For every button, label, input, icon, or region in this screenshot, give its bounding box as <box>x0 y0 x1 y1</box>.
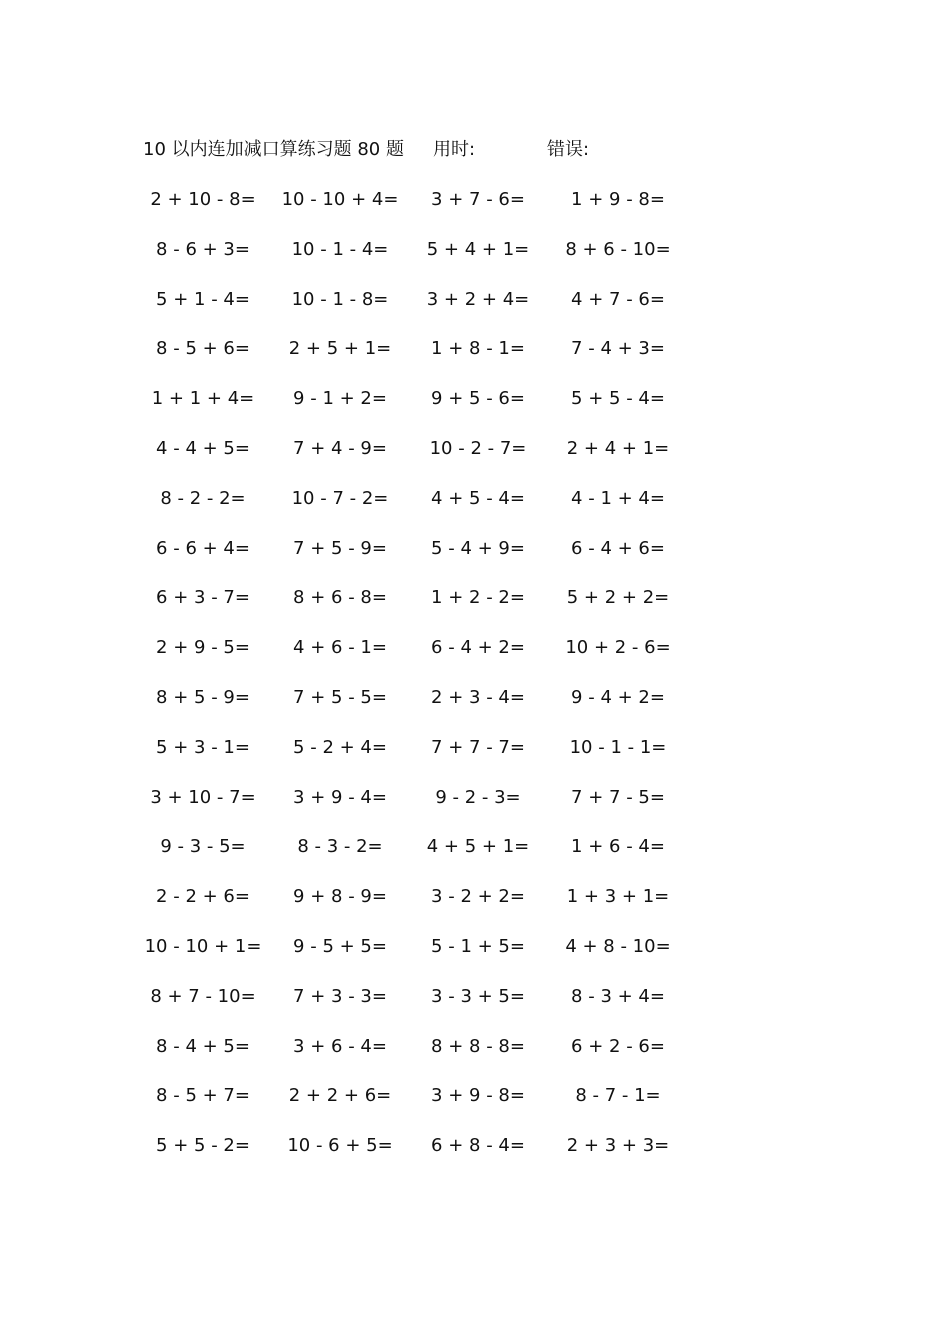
problem-cell: 8 - 3 - 2= <box>297 836 383 858</box>
problem-cell: 8 - 5 + 7= <box>156 1085 250 1107</box>
problem-cell: 8 - 6 + 3= <box>156 238 250 260</box>
problem-cell: 2 + 10 - 8= <box>150 189 256 210</box>
problem-cell: 4 + 6 - 1= <box>293 637 387 659</box>
problem-row <box>140 186 700 236</box>
problem-cell: 8 + 6 - 8= <box>293 587 387 609</box>
problem-row <box>140 286 700 336</box>
problem-cell: 10 - 2 - 7= <box>429 437 527 459</box>
problem-row <box>140 883 700 933</box>
problem-cell: 10 - 10 + 1= <box>144 935 262 957</box>
problem-row <box>140 485 700 535</box>
problem-cell: 9 + 8 - 9= <box>293 886 387 908</box>
problem-cell: 3 - 2 + 2= <box>431 886 525 908</box>
problem-cell: 4 + 5 - 4= <box>431 487 525 509</box>
problem-cell: 10 + 2 - 6= <box>565 637 671 659</box>
problem-cell: 3 + 9 - 4= <box>293 786 387 808</box>
problem-row <box>140 684 700 734</box>
problem-cell: 3 + 6 - 4= <box>293 1035 387 1057</box>
problem-cell: 3 + 10 - 7= <box>150 786 256 808</box>
problem-cell: 2 + 3 + 3= <box>566 1135 670 1157</box>
problem-grid <box>140 186 700 1182</box>
problem-row <box>140 1132 700 1182</box>
problem-cell: 8 - 4 + 5= <box>156 1035 250 1057</box>
problem-row <box>140 1033 700 1083</box>
problem-cell: 10 - 1 - 1= <box>569 736 667 758</box>
problem-row <box>140 833 700 883</box>
problem-cell: 3 + 7 - 6= <box>431 189 525 210</box>
problem-cell: 2 + 2 + 6= <box>288 1085 392 1107</box>
problem-cell: 7 - 4 + 3= <box>571 338 665 360</box>
problem-cell: 8 - 7 - 1= <box>575 1085 661 1107</box>
problem-cell: 9 - 2 - 3= <box>435 786 521 808</box>
problem-cell: 8 - 3 + 4= <box>571 985 665 1007</box>
problem-cell: 6 - 4 + 6= <box>571 537 665 559</box>
problem-cell: 7 + 5 - 5= <box>293 686 387 708</box>
problem-row <box>140 634 700 684</box>
problem-cell: 4 - 4 + 5= <box>156 437 250 459</box>
problem-row <box>140 385 700 435</box>
problem-cell: 5 - 1 + 5= <box>431 935 525 957</box>
problem-cell: 7 + 5 - 9= <box>293 537 387 559</box>
problem-row <box>140 734 700 784</box>
problem-cell: 5 - 2 + 4= <box>293 736 387 758</box>
problem-cell: 5 + 5 - 4= <box>571 388 665 410</box>
problem-cell: 3 + 9 - 8= <box>431 1085 525 1107</box>
problem-cell: 1 + 6 - 4= <box>571 836 665 858</box>
problem-cell: 6 + 3 - 7= <box>156 587 250 609</box>
problem-cell: 7 + 3 - 3= <box>293 985 387 1007</box>
problem-cell: 2 + 3 - 4= <box>431 686 525 708</box>
problem-cell: 1 + 3 + 1= <box>566 886 670 908</box>
problem-cell: 8 + 8 - 8= <box>431 1035 525 1057</box>
problem-cell: 4 + 7 - 6= <box>571 288 665 310</box>
problem-cell: 8 - 5 + 6= <box>156 338 250 360</box>
problem-cell: 4 - 1 + 4= <box>571 487 665 509</box>
problem-row <box>140 236 700 286</box>
problem-cell: 9 + 5 - 6= <box>431 388 525 410</box>
problem-cell: 6 - 6 + 4= <box>156 537 250 559</box>
problem-row <box>140 535 700 585</box>
problem-cell: 7 + 7 - 7= <box>431 736 525 758</box>
problem-cell: 5 - 4 + 9= <box>431 537 525 559</box>
problem-cell: 1 + 1 + 4= <box>151 388 255 410</box>
problem-cell: 10 - 1 - 8= <box>291 288 389 310</box>
problem-row <box>140 983 700 1033</box>
problem-cell: 7 + 7 - 5= <box>571 786 665 808</box>
problem-cell: 8 + 7 - 10= <box>150 985 256 1007</box>
problem-row <box>140 784 700 834</box>
problem-cell: 9 - 1 + 2= <box>293 388 387 410</box>
problem-cell: 7 + 4 - 9= <box>293 437 387 459</box>
problem-cell: 8 + 5 - 9= <box>156 686 250 708</box>
problem-row <box>140 435 700 485</box>
problem-cell: 10 - 1 - 4= <box>291 238 389 260</box>
worksheet-title: 10 以内连加减口算练习题 80 题 <box>143 139 404 160</box>
problem-cell: 6 - 4 + 2= <box>431 637 525 659</box>
problem-row <box>140 933 700 983</box>
problem-cell: 8 - 2 - 2= <box>160 487 246 509</box>
problem-row <box>140 335 700 385</box>
problem-cell: 9 - 3 - 5= <box>160 836 246 858</box>
problem-cell: 8 + 6 - 10= <box>565 238 671 260</box>
problem-cell: 4 + 8 - 10= <box>565 935 671 957</box>
problem-cell: 1 + 9 - 8= <box>571 189 665 210</box>
problem-cell: 1 + 8 - 1= <box>431 338 525 360</box>
problem-cell: 2 + 4 + 1= <box>566 437 670 459</box>
problem-cell: 5 + 1 - 4= <box>156 288 250 310</box>
problem-cell: 10 - 7 - 2= <box>291 487 389 509</box>
problem-cell: 5 + 4 + 1= <box>426 238 530 260</box>
problem-cell: 10 - 10 + 4= <box>281 189 399 210</box>
problem-row <box>140 1082 700 1132</box>
problem-cell: 6 + 8 - 4= <box>431 1135 525 1157</box>
problem-cell: 6 + 2 - 6= <box>571 1035 665 1057</box>
problem-cell: 2 - 2 + 6= <box>156 886 250 908</box>
problem-row <box>140 584 700 634</box>
time-used-label: 用时: <box>433 139 476 160</box>
errors-label: 错误: <box>547 139 590 160</box>
problem-cell: 4 + 5 + 1= <box>426 836 530 858</box>
problem-cell: 5 + 5 - 2= <box>156 1135 250 1157</box>
problem-cell: 5 + 3 - 1= <box>156 736 250 758</box>
problem-cell: 9 - 5 + 5= <box>293 935 387 957</box>
problem-cell: 5 + 2 + 2= <box>566 587 670 609</box>
problem-cell: 3 - 3 + 5= <box>431 985 525 1007</box>
problem-cell: 1 + 2 - 2= <box>431 587 525 609</box>
problem-cell: 2 + 5 + 1= <box>288 338 392 360</box>
problem-cell: 2 + 9 - 5= <box>156 637 250 659</box>
problem-cell: 10 - 6 + 5= <box>287 1135 393 1157</box>
problem-cell: 3 + 2 + 4= <box>426 288 530 310</box>
problem-cell: 9 - 4 + 2= <box>571 686 665 708</box>
